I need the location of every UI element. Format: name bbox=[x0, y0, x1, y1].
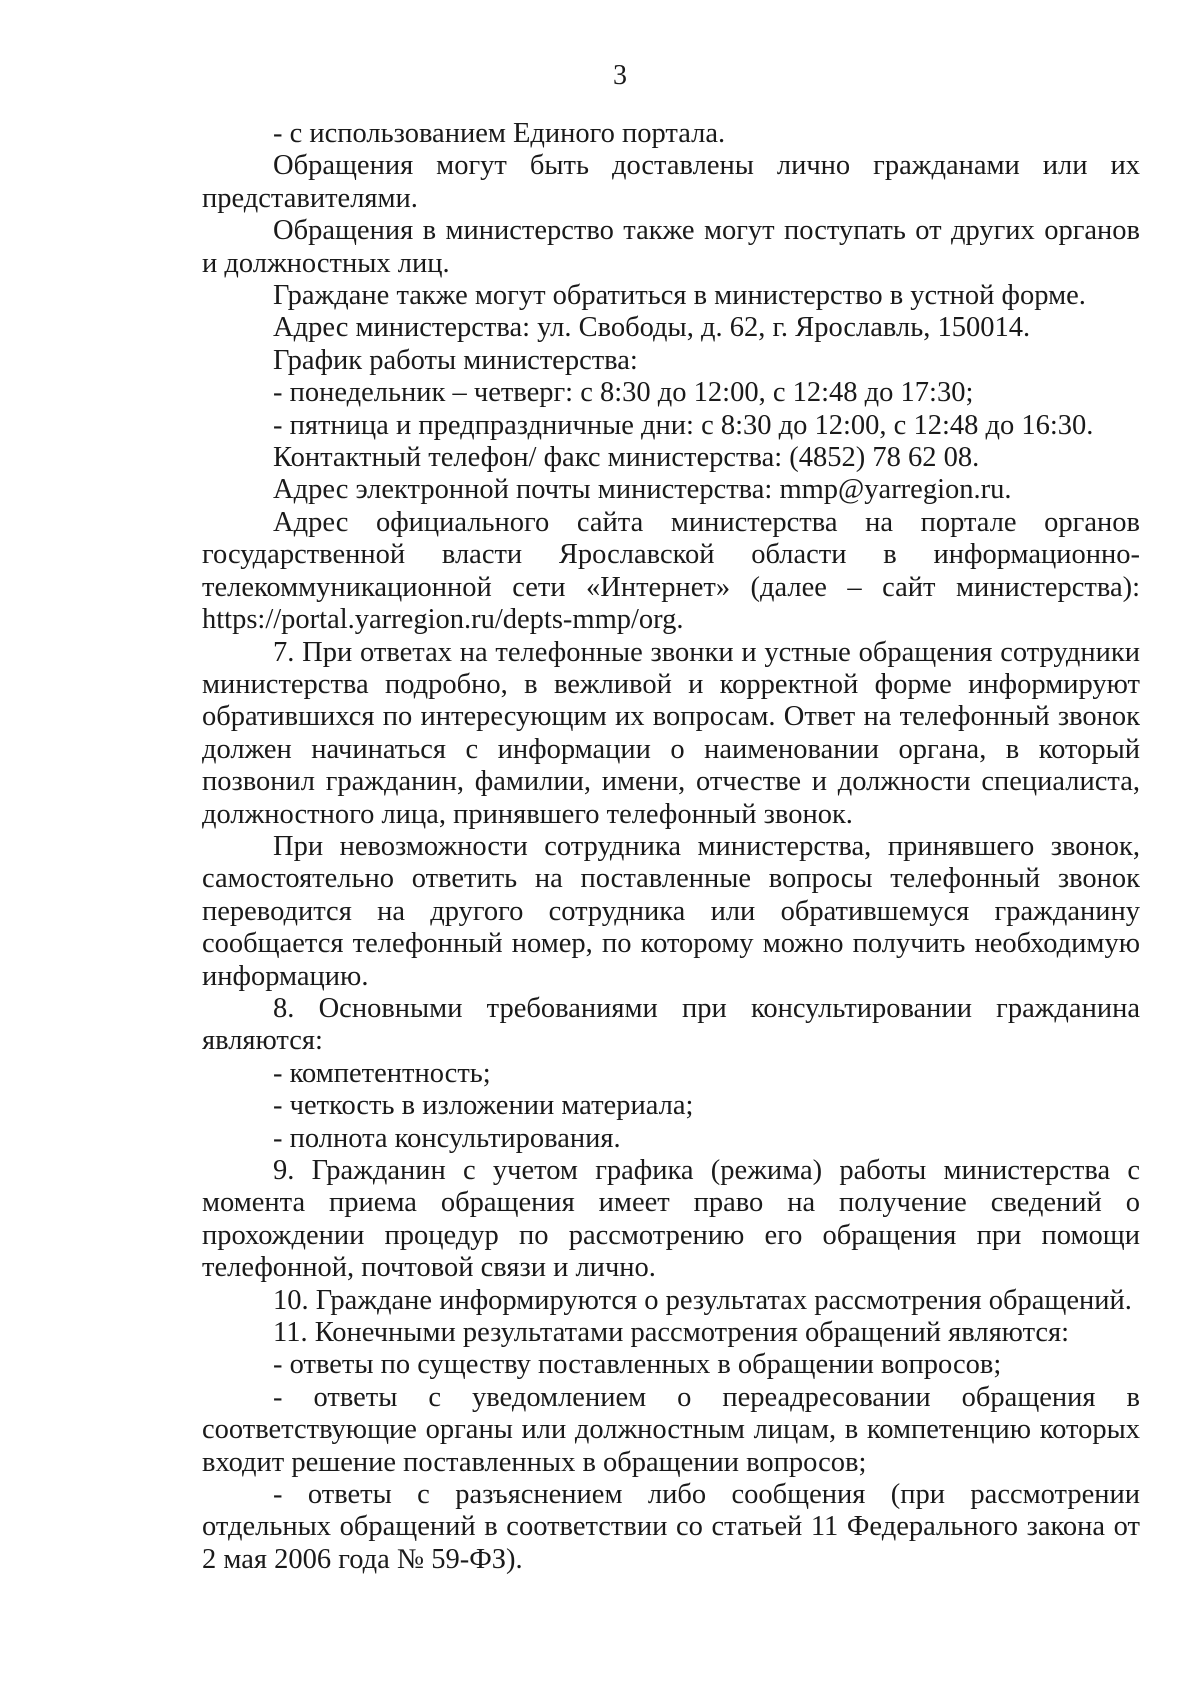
page-number: 3 bbox=[613, 60, 627, 91]
paragraph: 11. Конечными результатами рассмотрения обращений являются: bbox=[273, 1317, 1070, 1349]
paragraph: - пятница и предпраздничные дни: с 8:30 до 12:00, с 12:48 до 16:30. bbox=[273, 409, 1094, 441]
paragraph: - компетентность; bbox=[273, 1057, 491, 1089]
paragraph: Обращения могут быть доставлены лично гражданами или их представителями. bbox=[202, 150, 1140, 214]
paragraph: 8. Основными требованиями при консультировании гражданина являются: bbox=[202, 992, 1140, 1057]
paragraph: - понедельник – четверг: с 8:30 до 12:00, с 12:48 до 17:30; bbox=[273, 377, 974, 409]
paragraph: Контактный телефон/ факс министерства: (4852) 78 62 08. bbox=[273, 442, 980, 474]
paragraph: - полнота консультирования. bbox=[273, 1122, 621, 1154]
paragraph: Адрес электронной почты министерства: mmp@yarregion.ru. bbox=[273, 474, 1012, 506]
paragraph: График работы министерства: bbox=[273, 344, 638, 376]
paragraph: - ответы по существу поставленных в обращении вопросов; bbox=[273, 1349, 1002, 1381]
paragraph: Граждане также могут обратиться в министерство в устной форме. bbox=[273, 280, 1086, 312]
paragraph: - ответы с разъяснением либо сообщения (при рассмотрении отдельных обращений в соответствии со статьей 11 Федерального закона от 2 мая 2006 года № 59-ФЗ). bbox=[202, 1479, 1140, 1575]
paragraph: - ответы с уведомлением о переадресовании обращения в соответствующие органы или должностным лицам, в компетенцию которых входит решение поставленных в обращении вопросов; bbox=[202, 1381, 1140, 1478]
paragraph: 7. При ответах на телефонные звонки и устные обращения сотрудники министерства подробно, в вежливой и корректной форме информируют обратившихся по интересующим их вопросам. Ответ на телефонный звонок должен начинаться с информации о наименовании органа, в который позвонил гражданин, фамилии, имени, отчестве и должности специалиста, должностного лица, принявшего телефонный звонок. bbox=[202, 636, 1140, 830]
paragraph: Обращения в министерство также могут поступать от других органов и должностных лиц. bbox=[202, 215, 1140, 279]
paragraph: При невозможности сотрудника министерства, принявшего звонок, самостоятельно ответить на поставленные вопросы телефонный звонок переводится на другого сотрудника или обратившемуся гражданину сообщается телефонный номер, по которому можно получить необходимую информацию. bbox=[202, 830, 1140, 992]
paragraph: 10. Граждане информируются о результатах рассмотрения обращений. bbox=[273, 1284, 1132, 1316]
paragraph: - четкость в изложении материала; bbox=[273, 1090, 694, 1122]
paragraph: Адрес официального сайта министерства на портале органов государственной власти Ярославской области в информационно-телекоммуникационной сети «Интернет» (далее – сайт министерства): https://portal.yarregion.ru/depts-mmp/org. bbox=[202, 506, 1140, 636]
document-body bbox=[202, 118, 1140, 1576]
paragraph: Адрес министерства: ул. Свободы, д. 62, г. Ярославль, 150014. bbox=[273, 312, 1031, 344]
paragraph: 9. Гражданин с учетом графика (режима) работы министерства с момента приема обращения имеет право на получение сведений о прохождении процедур по рассмотрению его обращения при помощи телефонной, почтовой связи и лично. bbox=[202, 1155, 1140, 1284]
paragraph: - с использованием Единого портала. bbox=[273, 118, 726, 149]
